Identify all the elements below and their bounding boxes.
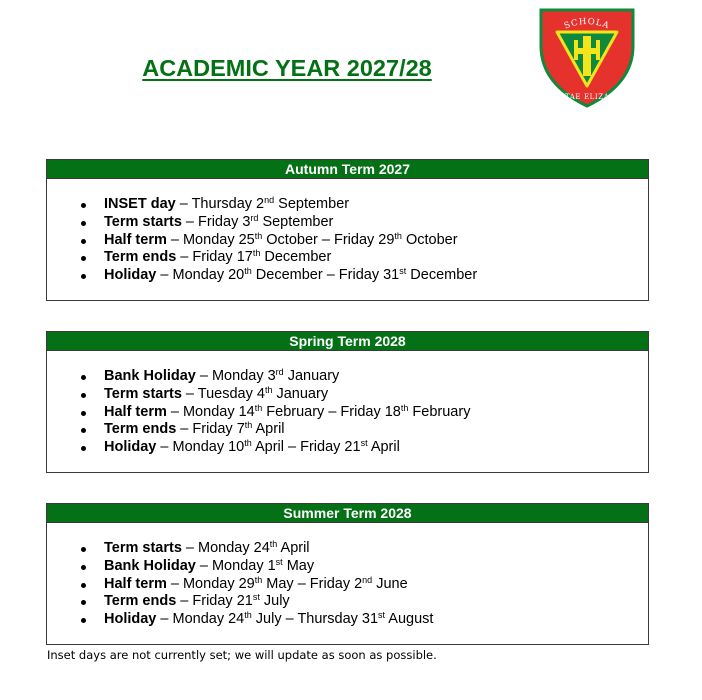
date-text: December – Friday 31 bbox=[251, 267, 400, 284]
date-ordinal-suffix: th bbox=[244, 266, 252, 277]
date-text: – Friday 7 bbox=[176, 421, 245, 438]
school-crest-logo bbox=[538, 6, 636, 108]
term-date-item bbox=[47, 404, 648, 422]
term-date-item bbox=[47, 249, 648, 267]
date-ordinal-suffix: rd bbox=[275, 367, 284, 377]
date-text: – Monday 10 bbox=[156, 439, 245, 456]
date-text: April bbox=[252, 421, 285, 438]
date-text: April bbox=[277, 540, 310, 556]
date-ordinal-suffix: st bbox=[275, 556, 283, 567]
date-text: April bbox=[367, 439, 400, 456]
date-text: – Monday 25 bbox=[166, 231, 255, 248]
date-text: September bbox=[258, 213, 334, 230]
date-ordinal-suffix: th bbox=[269, 539, 278, 549]
date-ordinal-suffix: nd bbox=[362, 574, 373, 585]
term-heading: Autumn Term 2027 bbox=[47, 160, 648, 179]
date-text: – Monday 29 bbox=[166, 575, 255, 592]
term-date-list bbox=[47, 351, 648, 457]
footnote: Inset days are not currently set; we will update as soon as possible. bbox=[47, 648, 437, 662]
term-date-item bbox=[47, 267, 648, 285]
date-text: December bbox=[260, 249, 332, 266]
crest-side-text: SANCTAE ELIZABETH bbox=[541, 93, 633, 101]
term-date-item bbox=[47, 421, 648, 439]
date-text: June bbox=[372, 575, 408, 592]
date-label: Half term bbox=[104, 231, 167, 248]
date-label: Term ends bbox=[104, 249, 177, 266]
term-date-item bbox=[47, 558, 648, 576]
date-text: April – Friday 21 bbox=[251, 439, 361, 456]
date-text: – Monday 24 bbox=[156, 611, 245, 628]
date-ordinal-suffix: rd bbox=[250, 212, 259, 223]
date-label: Half term bbox=[104, 575, 167, 592]
date-label: Term starts bbox=[104, 213, 182, 230]
date-text: September bbox=[274, 196, 350, 212]
term-date-item bbox=[47, 593, 648, 611]
date-ordinal-suffix: th bbox=[252, 248, 261, 259]
date-ordinal-suffix: th bbox=[264, 384, 273, 395]
term-date-item bbox=[47, 576, 648, 594]
date-text: February – Friday 18 bbox=[262, 403, 401, 420]
term-heading: Spring Term 2028 bbox=[47, 332, 648, 351]
date-text: July – Thursday 31 bbox=[251, 611, 379, 628]
term-date-item bbox=[47, 196, 648, 214]
date-text: – Friday 21 bbox=[176, 593, 253, 610]
date-label: INSET day bbox=[104, 196, 176, 212]
date-ordinal-suffix: th bbox=[244, 420, 253, 431]
date-text: May bbox=[282, 557, 315, 574]
date-text: December bbox=[406, 267, 478, 284]
date-text: May – Friday 2 bbox=[262, 575, 363, 592]
date-text: January bbox=[283, 368, 340, 384]
term-box-spring bbox=[46, 331, 649, 473]
date-ordinal-suffix: st bbox=[360, 438, 368, 449]
date-ordinal-suffix: th bbox=[244, 610, 252, 621]
date-text: October bbox=[401, 231, 458, 248]
date-label: Holiday bbox=[104, 611, 157, 628]
date-text: – Friday 3 bbox=[181, 213, 251, 230]
term-box-autumn bbox=[46, 159, 649, 301]
date-label: Bank Holiday bbox=[104, 557, 196, 574]
term-date-list bbox=[47, 523, 648, 629]
date-text: – Thursday 2 bbox=[175, 196, 265, 212]
date-label: Holiday bbox=[104, 267, 157, 284]
date-label: Half term bbox=[104, 403, 167, 420]
date-ordinal-suffix: th bbox=[244, 438, 252, 449]
date-ordinal-suffix: nd bbox=[264, 195, 275, 205]
date-text: – Friday 17 bbox=[176, 249, 253, 266]
date-text: July bbox=[259, 593, 290, 610]
date-text: – Monday 1 bbox=[195, 557, 276, 574]
date-text: January bbox=[272, 385, 329, 402]
term-date-item bbox=[47, 214, 648, 232]
date-ordinal-suffix: st bbox=[378, 610, 386, 621]
date-label: Holiday bbox=[104, 439, 157, 456]
crest-top-text: SCHOLA bbox=[562, 16, 612, 32]
date-ordinal-suffix: th bbox=[254, 402, 263, 413]
date-text: February bbox=[408, 403, 471, 420]
date-ordinal-suffix: th bbox=[394, 230, 402, 241]
date-text: – Monday 3 bbox=[195, 368, 276, 384]
date-ordinal-suffix: st bbox=[399, 266, 407, 277]
date-text: – Monday 24 bbox=[181, 540, 270, 556]
term-date-item bbox=[47, 540, 648, 558]
date-ordinal-suffix: th bbox=[254, 574, 263, 585]
date-ordinal-suffix: st bbox=[252, 592, 260, 603]
date-ordinal-suffix: th bbox=[400, 402, 409, 413]
date-label: Term starts bbox=[104, 385, 182, 402]
date-ordinal-suffix: th bbox=[254, 230, 263, 241]
date-text: August bbox=[385, 611, 434, 628]
date-label: Term ends bbox=[104, 421, 177, 438]
term-date-list bbox=[47, 179, 648, 285]
term-box-summer bbox=[46, 503, 649, 645]
date-label: Term ends bbox=[104, 593, 177, 610]
date-text: – Monday 14 bbox=[166, 403, 255, 420]
term-heading: Summer Term 2028 bbox=[47, 504, 648, 523]
term-date-item bbox=[47, 611, 648, 629]
date-text: – Monday 20 bbox=[156, 267, 245, 284]
page-title: ACADEMIC YEAR 2027/28 bbox=[142, 55, 432, 81]
date-label: Bank Holiday bbox=[104, 368, 196, 384]
term-date-item bbox=[47, 368, 648, 386]
date-text: October – Friday 29 bbox=[262, 231, 395, 248]
date-text: – Tuesday 4 bbox=[181, 385, 265, 402]
term-date-item bbox=[47, 232, 648, 250]
term-date-item bbox=[47, 386, 648, 404]
term-date-item bbox=[47, 439, 648, 457]
date-label: Term starts bbox=[104, 540, 182, 556]
